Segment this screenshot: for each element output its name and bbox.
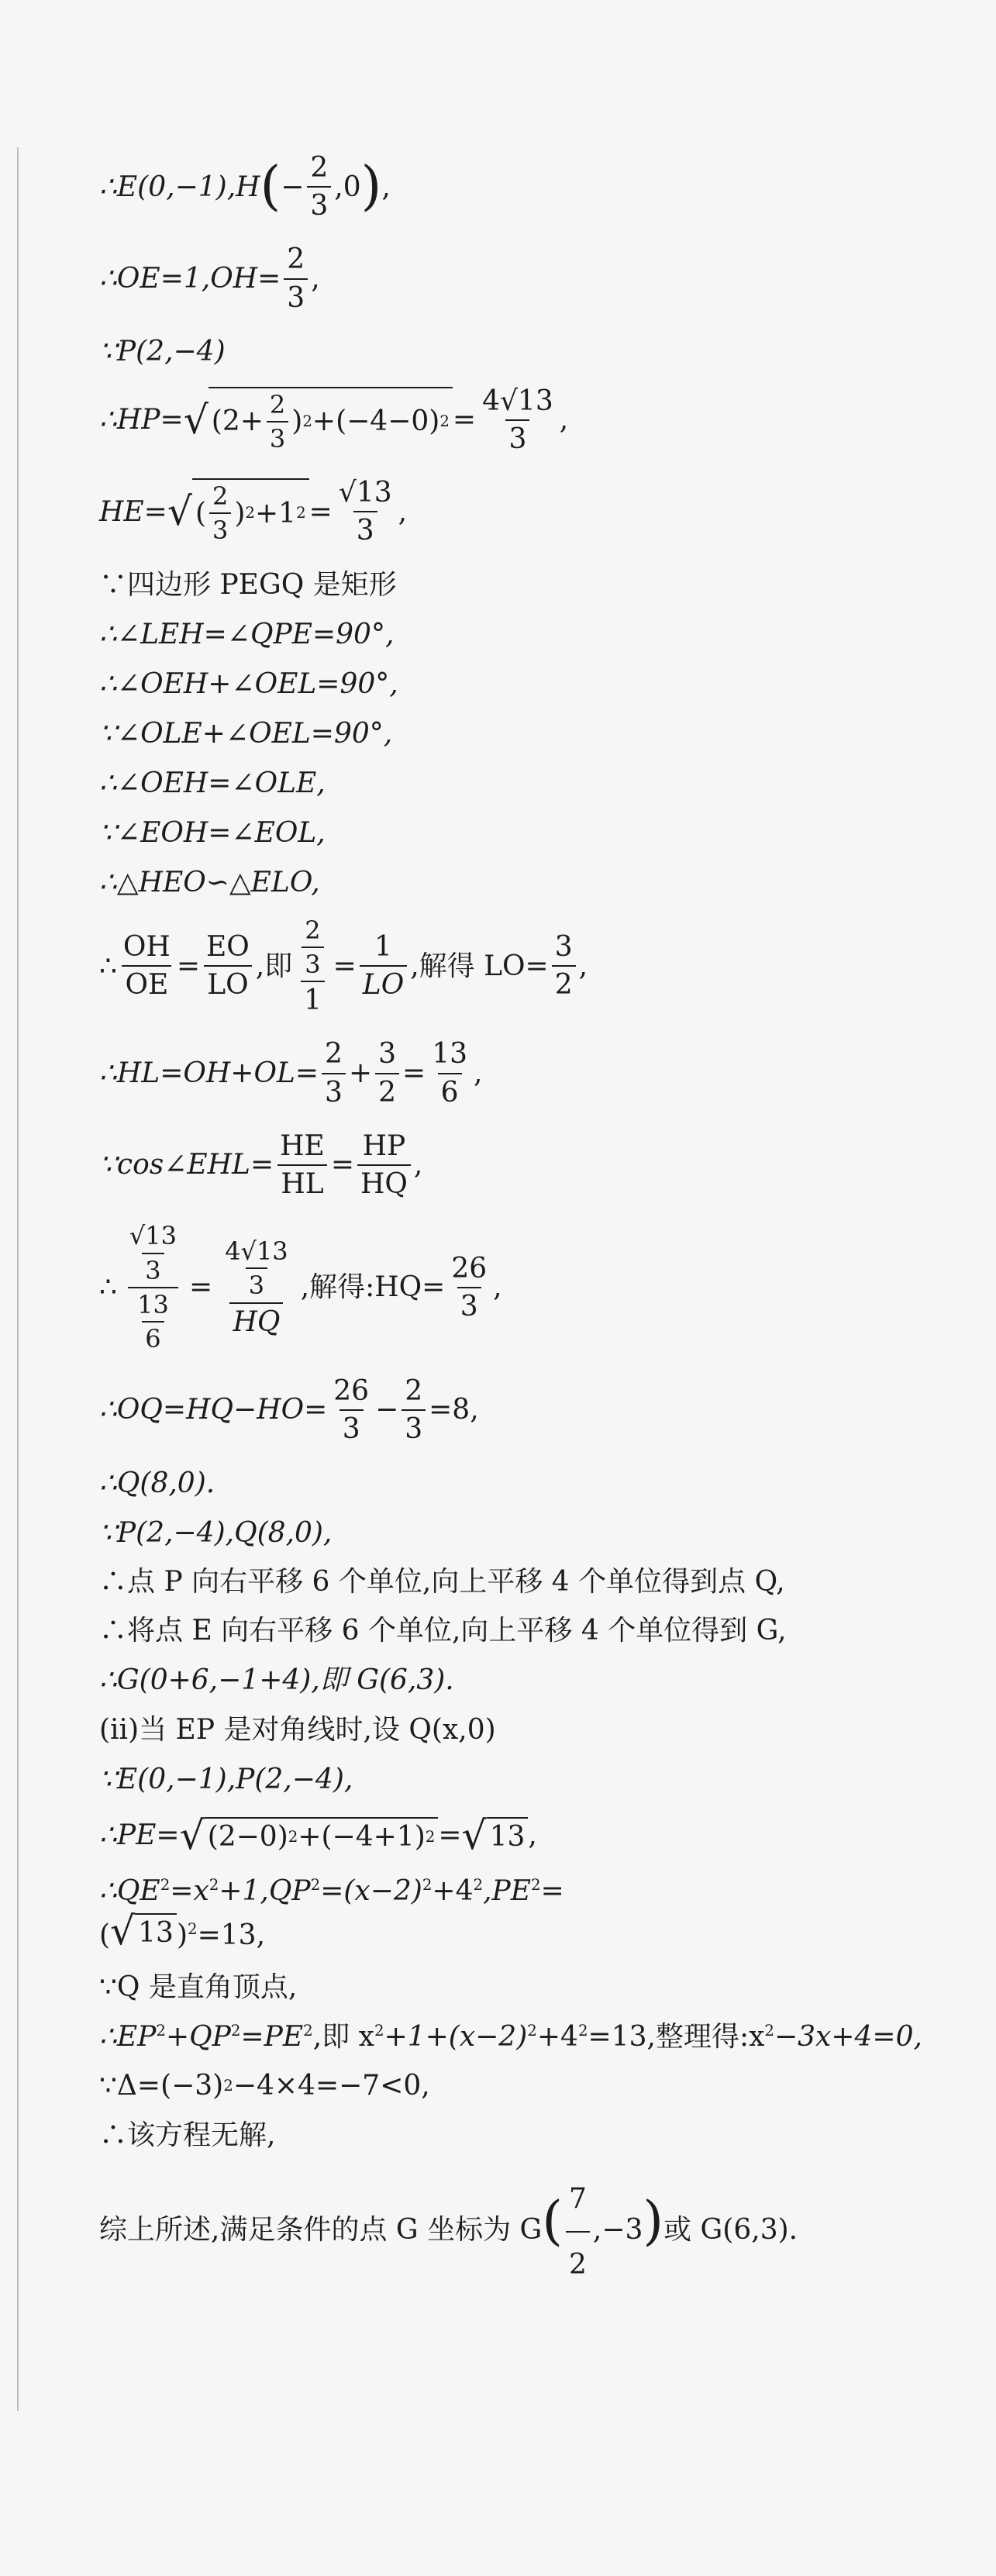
line-similar: ∴△HEO∽△ELO, (99, 866, 320, 898)
line-translate-e: ∴将点 E 向右平移 6 个单位,向上平移 4 个单位得到 G, (99, 1615, 787, 1647)
line-ratio-lo: ∴ $\frac{OH}{OE}$ = $\frac{EO}{LO}$ ,即 $\frac{\frac{2}{3}}{1}$ = $\frac{1}{LO}$ ,解得 LO= $\frac{3}{2}$ , (99, 915, 588, 1017)
page-margin-line (17, 147, 19, 2411)
fraction: $\frac{3}{2}$ (375, 1037, 399, 1109)
line-translate-p: ∴点 P 向右平移 6 个单位,向上平移 4 个单位得到点 Q, (99, 1566, 785, 1598)
line-coordinates-eh: ∴E(0,−1),H ( − $\frac{2}{3}$ ,0 ) , (99, 152, 391, 222)
line-angle-leh: ∴∠LEH=∠QPE=90°, (99, 618, 395, 650)
line-he: HE= √ ( $\frac{2}{3}$ ) 2 +1 2 = $\frac{√13}{3}$ , (99, 477, 408, 547)
fraction: $\frac{26}{3}$ (333, 1374, 370, 1445)
line-right-angle: ∵Q 是直角顶点, (99, 1971, 298, 2004)
line-discriminant: ∵Δ=(−3) 2 −4×4=−7<0, (99, 2070, 430, 2102)
line-p-q: ∵P(2,−4),Q(8,0), (99, 1516, 333, 1549)
line-no-solution: ∴该方程无解, (99, 2119, 276, 2152)
line-g-point: ∴G(0+6,−1+4),即 G(6,3). (99, 1664, 454, 1696)
line-angle-equal: ∴∠OEH=∠OLE, (99, 767, 326, 799)
line-oe-oh: ∴OE=1,OH= $\frac{2}{3}$ , (99, 243, 320, 314)
square-root: √ (2+ $\frac{2}{3}$ ) 2 +(−4−0) 2 (184, 387, 453, 454)
fraction: $\frac{2}{3}$ (307, 151, 331, 222)
line-angle-oeh: ∴∠OEH+∠OEL=90°, (99, 667, 398, 700)
fraction: $\frac{3}{2}$ (552, 930, 576, 1002)
fraction: $\frac{4√13}{3}$ (482, 385, 553, 455)
compound-fraction: $\frac{\frac{4√13}{3}}{HQ}$ (225, 1236, 288, 1338)
line-pe: ∴PE= √ (2−0) 2 +(−4+1) 2 = √ 13 , (99, 1812, 537, 1858)
fraction: $\frac{1}{LO}$ (360, 930, 407, 1002)
line-equation: $\therefore EP^2+QP^2=PE^2$,即 $x^2+1+(x-2)^2+4^2=13$,整理得$:x^2-3x+4=0$, (99, 2020, 922, 2053)
fraction: $\frac{HP}{HQ}$ (357, 1129, 411, 1201)
fraction: $\frac{26}{3}$ (451, 1252, 488, 1322)
fraction: $\frac{2}{3}$ (402, 1374, 426, 1446)
square-root: √ ( $\frac{2}{3}$ ) 2 +1 2 (167, 478, 309, 546)
line-conclusion: 综上所述,满足条件的点 G 坐标为 G( $\frac{7}{2}$ ,−3)或 G(6,3). (99, 2168, 967, 2295)
compound-fraction: $\frac{\frac{2}{3}}{1}$ (295, 916, 329, 1018)
line-case-ii: (ii)当 EP 是对角线时,设 Q(x,0) (99, 1713, 496, 1746)
line-oq: ∴OQ=HQ−HO= $\frac{26}{3}$ − $\frac{2}{3}$ =8, (99, 1374, 479, 1445)
compound-fraction: $\frac{\frac{√13}{3}}{\frac{13}{6}}$ (129, 1221, 177, 1354)
line-hp: ∴HP= √ (2+ $\frac{2}{3}$ ) 2 +(−4−0) 2 = $\frac{4√13}{3}$ , (99, 385, 569, 455)
line-squares: $\therefore QE^2=x^2+1,QP^2=(x-2)^2+4^2,PE^2=$ ( √ 13 )$^2$=13, (99, 1875, 564, 1954)
line-rectangle: ∵四边形 PEGQ 是矩形 (99, 568, 397, 601)
line-angle-eoh: ∵∠EOH=∠EOL, (99, 816, 326, 849)
fraction: $\frac{13}{6}$ (432, 1038, 467, 1109)
line-hl: ∴HL=OH+OL= $\frac{2}{3}$ + $\frac{3}{2}$ = $\frac{13}{6}$ , (99, 1038, 483, 1109)
fraction: $\frac{EO}{LO}$ (203, 930, 253, 1002)
fraction: $\frac{2}{3}$ (322, 1037, 346, 1109)
line-hq: ∴ $\frac{\frac{√13}{3}}{\frac{13}{6}}$ = $\frac{\frac{4√13}{3}}{HQ}$ ,解得:HQ= $\frac{26}{3}$ , (99, 1221, 502, 1354)
line-angle-ole: ∵∠OLE+∠OEL=90°, (99, 717, 393, 750)
fraction: $\frac{HE}{HL}$ (277, 1129, 328, 1201)
line-cos-ehl: ∵cos∠EHL= $\frac{HE}{HL}$ = $\frac{HP}{HQ}$ , (99, 1129, 423, 1201)
fraction: $\frac{2}{3}$ (284, 243, 308, 314)
line-q-point: ∴Q(8,0). (99, 1467, 215, 1499)
fraction: $\frac{7}{2}$ (566, 2168, 590, 2295)
square-root: √ 13 (462, 1812, 529, 1859)
solution-text (99, 151, 967, 2311)
line-e-p: ∵E(0,−1),P(2,−4), (99, 1763, 353, 1795)
line-point-p: ∵P(2,−4) (99, 336, 226, 368)
square-root: √ 13 (110, 1908, 177, 1954)
fraction: $\frac{OH}{OE}$ (122, 931, 171, 1002)
fraction: $\frac{√13}{3}$ (338, 477, 392, 547)
square-root: √ (2−0) 2 +(−4+1) 2 (180, 1812, 439, 1859)
